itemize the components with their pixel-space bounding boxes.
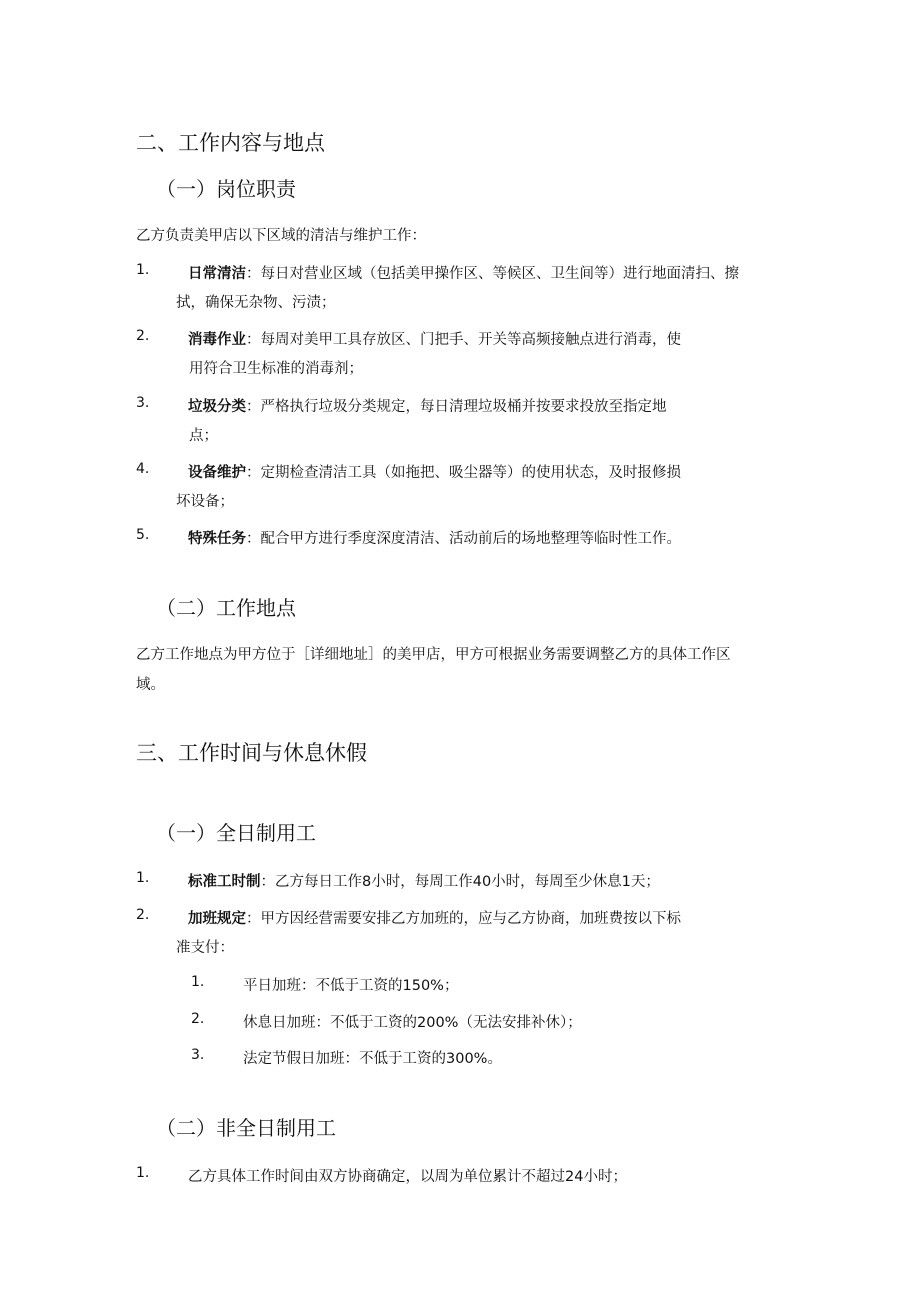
item-text: 配合甲方进行季度深度清洁、活动前后的场地整理等临时性工作。 [260,531,681,547]
list-item [188,461,681,482]
item-sep: ： [260,874,275,890]
list-item-number: 1. [136,262,150,278]
list-item-number: 5. [136,527,150,543]
item-sep: ： [246,531,261,547]
item-sep: ： [246,332,261,348]
location-paragraph-cont: 域。 [136,677,165,693]
list-item-number: 2. [136,328,150,344]
sublist-item-number: 1. [191,974,205,990]
item-sep: ： [246,911,261,927]
sublist-item: 平日加班：不低于工资的150%； [243,978,459,994]
item-text: 乙方每日工作8小时，每周工作40小时，每周至少休息1天； [275,874,660,890]
list-item-number: 1. [136,870,150,886]
item-text: 定期检查清洁工具（如拖把、吸尘器等）的使用状态，及时报修损 [260,465,681,481]
item-text-cont: 点； [189,428,218,444]
location-paragraph: 乙方工作地点为甲方位于［详细地址］的美甲店，甲方可根据业务需要调整乙方的具体工作区 [136,647,731,663]
list-item [188,527,681,548]
item-text: 甲方因经营需要安排乙方加班的，应与乙方协商，加班费按以下标 [260,911,681,927]
list-item: 乙方具体工作时间由双方协商确定，以周为单位累计不超过24小时； [188,1169,627,1185]
list-item [188,262,739,283]
list-item [188,328,681,349]
list-item [188,395,667,416]
list-item-number: 3. [136,395,150,411]
item-text-cont: 准支付： [176,940,234,956]
list-item-number: 2. [136,907,150,923]
item-text: 每周对美甲工具存放区、门把手、开关等高频接触点进行消毒，使 [260,332,681,348]
item-text: 每日对营业区域（包括美甲操作区、等候区、卫生间等）进行地面清扫、擦 [260,266,739,282]
item-term: 日常清洁 [188,266,246,282]
item-sep: ： [246,266,261,282]
sublist-item: 法定节假日加班：不低于工资的300%。 [243,1051,502,1067]
section-2-title: 二、工作内容与地点 [136,131,325,155]
item-text-cont: 坏设备； [176,494,234,510]
item-term: 特殊任务 [188,531,246,547]
item-term: 垃圾分类 [188,399,246,415]
section-3-1-title: （一）全日制用工 [156,821,316,845]
item-text-cont: 用符合卫生标准的消毒剂； [189,361,363,377]
item-term: 消毒作业 [188,332,246,348]
section-2-1-title: （一）岗位职责 [156,177,296,201]
list-item [188,870,660,891]
item-text-cont: 拭，确保无杂物、污渍； [176,295,336,311]
sublist-item-number: 3. [191,1047,205,1063]
list-item [188,907,681,928]
section-3-title: 三、工作时间与休息休假 [136,741,367,765]
item-text: 严格执行垃圾分类规定，每日清理垃圾桶并按要求投放至指定地 [260,399,667,415]
item-term: 加班规定 [188,911,246,927]
item-term: 标准工时制 [188,874,261,890]
section-3-2-title: （二）非全日制用工 [156,1116,336,1140]
list-item-number: 1. [136,1165,150,1181]
item-term: 设备维护 [188,465,246,481]
duties-intro: 乙方负责美甲店以下区域的清洁与维护工作： [136,228,426,244]
list-item-number: 4. [136,461,150,477]
section-2-2-title: （二）工作地点 [156,596,296,620]
sublist-item: 休息日加班：不低于工资的200%（无法安排补休）； [243,1015,582,1031]
item-sep: ： [246,399,261,415]
sublist-item-number: 2. [191,1011,205,1027]
item-sep: ： [246,465,261,481]
